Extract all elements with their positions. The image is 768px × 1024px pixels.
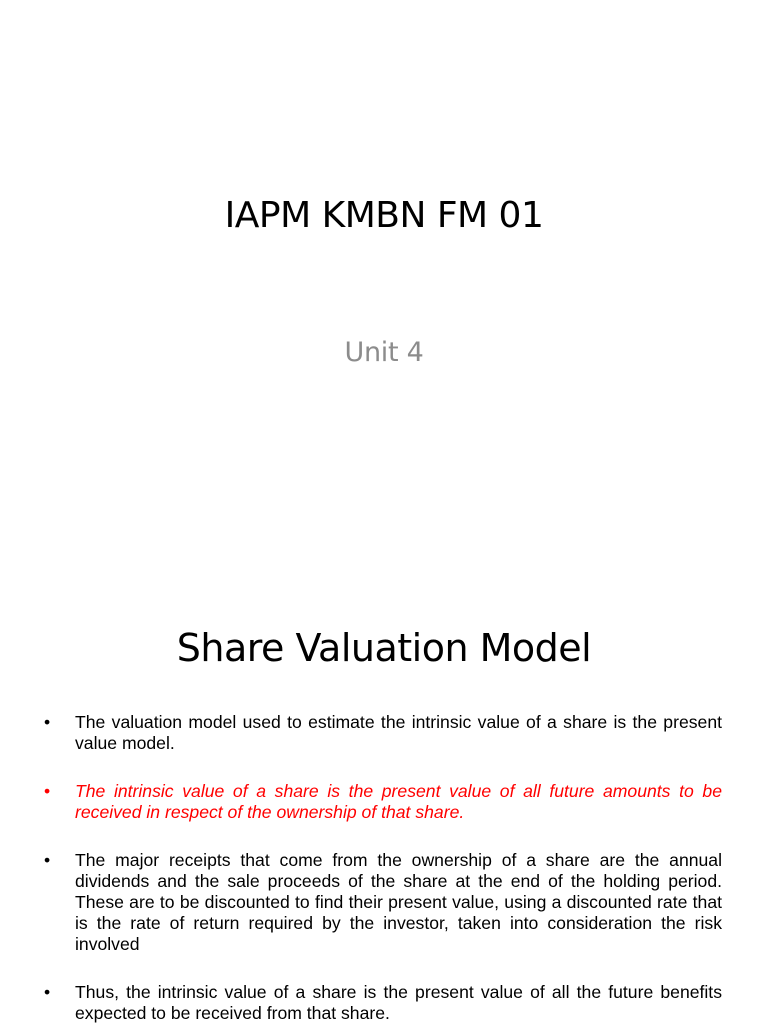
bullet-text: The valuation model used to estimate the intrinsic value of a share is the present value model. — [75, 712, 722, 753]
content-slide — [0, 580, 768, 1024]
slide-subtitle: Unit 4 — [344, 337, 424, 368]
bullet-item — [44, 712, 722, 754]
bullet-marker: • — [44, 850, 51, 870]
bullet-text: The intrinsic value of a share is the present value of all future amounts to be received in respect of the ownership of that share. — [75, 781, 722, 822]
slide-title: IAPM KMBN FM 01 — [224, 195, 544, 236]
bullet-marker: • — [44, 712, 51, 732]
bullet-list — [44, 712, 722, 1024]
bullet-text: The major receipts that come from the ownership of a share are the annual dividends and the sale proceeds of the share at the end of the holding period. These are to be discounted to find their present value, using a discounted rate that is the rate of return required by the investor, taken into consideration the risk involved — [75, 850, 722, 954]
bullet-item — [44, 850, 722, 955]
slide-heading: Share Valuation Model — [176, 626, 592, 670]
bullet-text: Thus, the intrinsic value of a share is the present value of all the future benefits expected to be received from that share. — [75, 982, 722, 1023]
bullet-marker: • — [44, 781, 51, 801]
bullet-item-highlighted — [44, 781, 722, 823]
bullet-item — [44, 982, 722, 1024]
bullet-marker: • — [44, 982, 51, 1002]
